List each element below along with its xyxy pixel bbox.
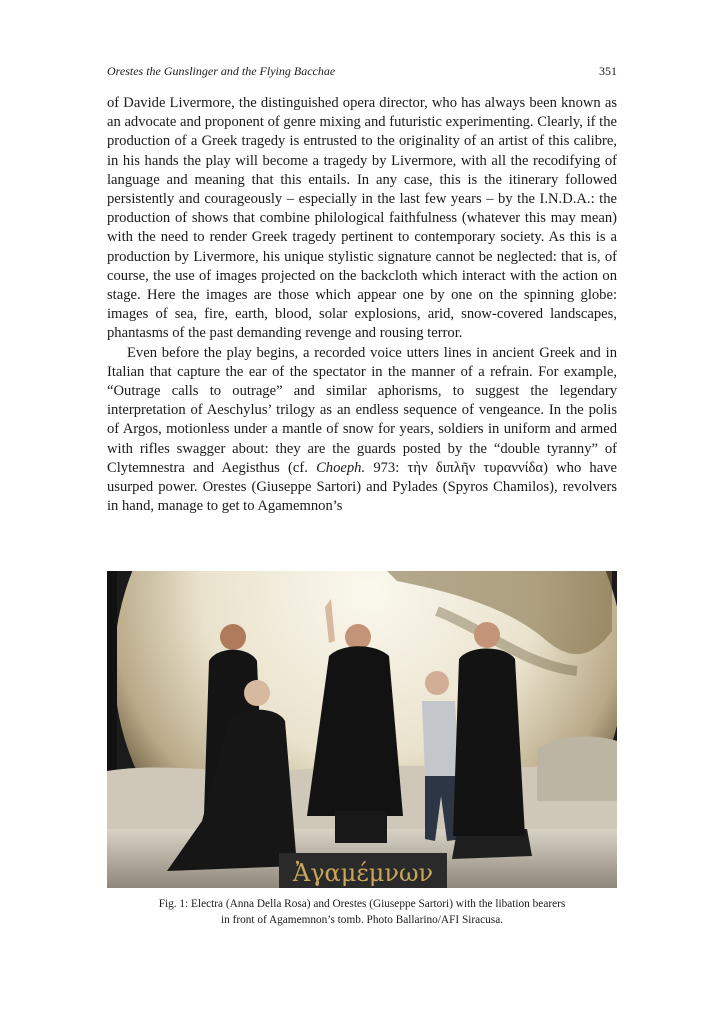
paragraph-1-text: of Davide Livermore, the distinguished opera director, who has always been known as an advocate and proponent of genre mixing and futuristic experimenting. Clearly, if the production of a Greek tragedy is entrusted to the originality of an artist of this calibre, in his hands the play will become a tragedy by Livermore, with all the recodifying of language and meaning that this entails. In any case, this is the itinerary followed persistently and courageously – especially in the last few years – by the I.N.D.A.: the production of shows that combine philological faithfulness (whatever this may mean) with the need to render Greek tragedy pertinent to contemporary society. As this is a production by Livermore, his unique stylistic signature cannot be neglected: that is, of course, the use of images projected on the backcloth which interact with the action on stage. Here the images are those which appear one by one on the spinning globe: images of sea, fire, earth, blood, solar explosions, arid, snow-covered landscapes, phantasms of the past demanding revenge and rousing terror. [107,95,617,342]
paragraph-1 [107,94,617,344]
work-title-choeph: Choeph. [316,459,366,476]
caption-line-1: Fig. 1: Electra (Anna Della Rosa) and Orestes (Giuseppe Sartori) with the libation bearers [158,898,566,910]
agamemnon-tomb [279,853,447,888]
figure-caption [107,896,617,928]
stage-photo-svg [107,571,617,888]
page-number: 351 [599,64,617,78]
caption-line-2: in front of Agamemnon’s tomb. Photo Ballarino/AFI Siracusa. [220,914,504,926]
body-text [107,94,617,516]
running-title: Orestes the Gunslinger and the Flying Bacchae [107,64,336,78]
tomb-inscription: Ἀγαμέμνων [292,859,434,887]
running-header [107,64,617,84]
paragraph-2-text-cont: 973: τὴν διπλῆν τυραννίδα) who have usurped power. Orestes (Giuseppe Sartori) and Pylades (Spyros Chamilos), revolvers in hand, manage to get to Agamemnon’s [107,459,617,515]
stage-photograph [107,571,617,888]
paragraph-2 [107,344,617,517]
paragraph-2-text: Even before the play begins, a recorded voice utters lines in ancient Greek and in Italian that capture the ear of the spectator in the manner of a refrain. For example, “Outrage calls to outrage” and similar aphorisms, to suggest the legendary interpretation of Aeschylus’ trilogy as an endless sequence of vengeance. In the polis of Argos, motionless under a mantle of snow for years, soldiers in uniform and armed with rifles swagger about: they are the guards posted by the “double tyranny” of Clytemnestra and Aegisthus (cf. [107,344,617,476]
